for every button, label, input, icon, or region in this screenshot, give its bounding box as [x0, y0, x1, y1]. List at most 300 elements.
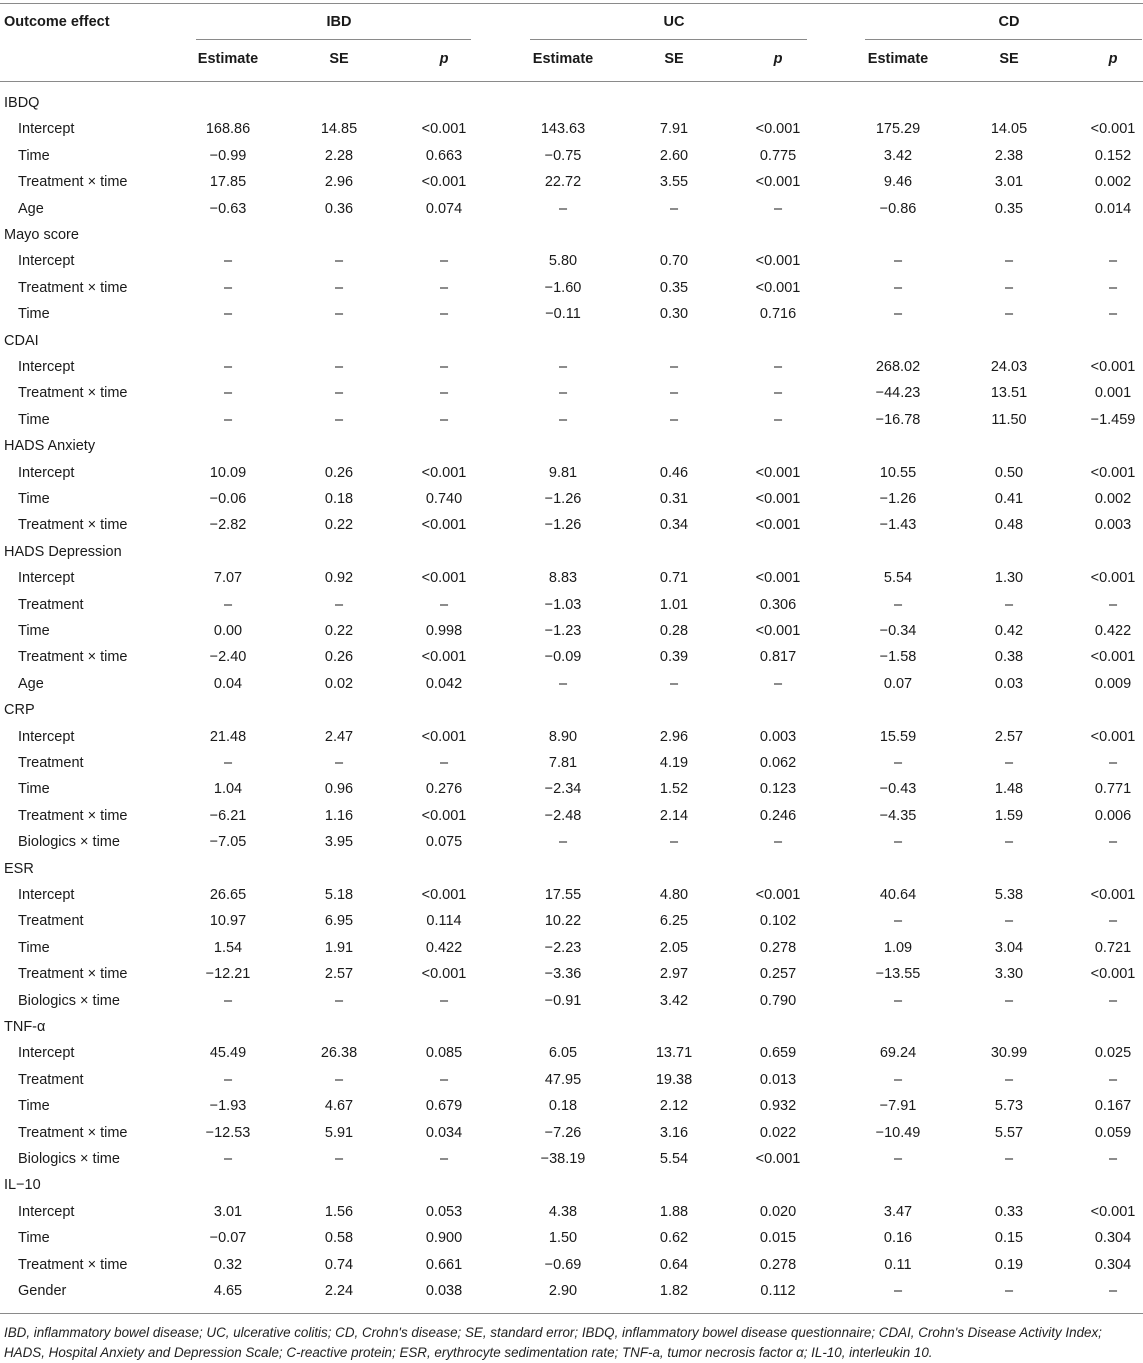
cell-uc-se: –	[669, 834, 679, 850]
cell-ibd-estimate: –	[223, 280, 233, 296]
header-outcome-effect: Outcome effect	[4, 14, 110, 30]
header-group-cd: CD	[998, 14, 1020, 30]
cell-ibd-estimate: –	[223, 253, 233, 269]
cell-uc-se: 1.52	[659, 781, 689, 797]
cell-uc-estimate: 8.83	[548, 570, 578, 586]
cell-cd-estimate: –	[893, 1072, 903, 1088]
cell-ibd-se: –	[334, 306, 344, 322]
cell-uc-estimate: –	[558, 834, 568, 850]
cell-uc-se: 19.38	[655, 1072, 693, 1088]
cell-uc-p: 0.246	[759, 808, 797, 824]
cell-uc-p: <0.001	[755, 253, 801, 269]
cell-ibd-p: –	[439, 1072, 449, 1088]
cell-ibd-p: –	[439, 253, 449, 269]
cell-uc-se: 2.60	[659, 148, 689, 164]
cell-ibd-p: –	[439, 412, 449, 428]
cell-uc-p: 0.278	[759, 1257, 797, 1273]
cell-uc-p: 0.123	[759, 781, 797, 797]
cell-cd-estimate: −4.35	[879, 808, 917, 824]
cell-uc-p: <0.001	[755, 570, 801, 586]
cell-ibd-p: –	[439, 1151, 449, 1167]
cell-ibd-estimate: 4.65	[213, 1283, 243, 1299]
cell-cd-se: –	[1004, 280, 1014, 296]
cell-ibd-se: 2.96	[324, 174, 354, 190]
cell-cd-se: 0.50	[994, 465, 1024, 481]
cell-uc-estimate: −0.69	[544, 1257, 582, 1273]
cell-uc-p: 0.659	[759, 1045, 797, 1061]
effect-label: Biologics × time	[18, 834, 120, 850]
cell-cd-estimate: −1.58	[879, 649, 917, 665]
cell-uc-p: 0.022	[759, 1125, 797, 1141]
cell-cd-se: 14.05	[990, 121, 1028, 137]
cell-uc-p: 0.003	[759, 729, 797, 745]
header-ibd-estimate: Estimate	[197, 51, 259, 67]
cell-uc-p: 0.790	[759, 993, 797, 1009]
cell-ibd-se: –	[334, 1151, 344, 1167]
cell-ibd-p: 0.042	[425, 676, 463, 692]
cell-ibd-estimate: 168.86	[205, 121, 251, 137]
effect-label: Treatment × time	[18, 280, 128, 296]
effect-label: Treatment × time	[18, 385, 128, 401]
cell-ibd-se: 0.58	[324, 1230, 354, 1246]
cell-ibd-estimate: 1.04	[213, 781, 243, 797]
cell-ibd-estimate: –	[223, 993, 233, 1009]
section-label: IBDQ	[4, 95, 40, 111]
cell-uc-estimate: −0.11	[545, 306, 581, 322]
cell-uc-p: 0.015	[759, 1230, 797, 1246]
cell-uc-estimate: 6.05	[548, 1045, 578, 1061]
header-cd-se: SE	[999, 51, 1019, 67]
cell-uc-estimate: 1.50	[548, 1230, 578, 1246]
cell-ibd-se: 14.85	[320, 121, 358, 137]
ibd-group-rule	[196, 39, 471, 40]
cell-cd-p: <0.001	[1090, 121, 1136, 137]
cell-cd-estimate: –	[893, 280, 903, 296]
cell-cd-se: 24.03	[990, 359, 1028, 375]
effect-label: Time	[18, 940, 50, 956]
cell-ibd-se: 0.22	[324, 517, 354, 533]
cell-ibd-p: <0.001	[421, 174, 467, 190]
cell-ibd-p: –	[439, 306, 449, 322]
cell-cd-p: <0.001	[1090, 649, 1136, 665]
section-label: HADS Anxiety	[4, 438, 96, 454]
cell-uc-estimate: 4.38	[548, 1204, 578, 1220]
cell-uc-estimate: –	[558, 201, 568, 217]
cell-cd-p: 0.771	[1094, 781, 1132, 797]
cell-ibd-estimate: –	[223, 359, 233, 375]
cell-ibd-p: <0.001	[421, 966, 467, 982]
cell-uc-se: 0.64	[659, 1257, 689, 1273]
cell-ibd-se: 1.56	[324, 1204, 354, 1220]
cell-ibd-p: 0.422	[425, 940, 463, 956]
cell-cd-p: 0.167	[1094, 1098, 1132, 1114]
cell-uc-estimate: −0.75	[544, 148, 582, 164]
cell-cd-se: 11.50	[991, 412, 1027, 428]
header-group-uc: UC	[663, 14, 685, 30]
cell-cd-estimate: −0.86	[879, 201, 917, 217]
cell-ibd-p: –	[439, 385, 449, 401]
cell-cd-p: –	[1108, 834, 1118, 850]
cell-uc-se: 1.88	[659, 1204, 689, 1220]
cell-cd-se: 1.48	[994, 781, 1024, 797]
cell-ibd-p: 0.034	[425, 1125, 463, 1141]
cell-uc-estimate: 9.81	[548, 465, 578, 481]
effect-label: Time	[18, 306, 50, 322]
cell-cd-p: 0.304	[1094, 1230, 1132, 1246]
effect-label: Treatment	[18, 1072, 84, 1088]
cell-cd-se: –	[1004, 1151, 1014, 1167]
header-ibd-se: SE	[329, 51, 349, 67]
effect-label: Treatment	[18, 597, 84, 613]
cell-ibd-estimate: 3.01	[213, 1204, 243, 1220]
cell-uc-p: 0.013	[759, 1072, 797, 1088]
cell-cd-se: 1.30	[994, 570, 1024, 586]
cell-cd-p: –	[1108, 253, 1118, 269]
cell-ibd-p: <0.001	[421, 570, 467, 586]
cell-uc-p: 0.062	[759, 755, 797, 771]
cell-ibd-estimate: –	[223, 385, 233, 401]
cell-ibd-estimate: −2.82	[209, 517, 247, 533]
cell-ibd-se: –	[334, 253, 344, 269]
cell-cd-se: 0.42	[994, 623, 1024, 639]
cell-cd-p: –	[1108, 1151, 1118, 1167]
cell-uc-se: 0.70	[659, 253, 689, 269]
cell-uc-estimate: 47.95	[544, 1072, 582, 1088]
cell-ibd-p: <0.001	[421, 649, 467, 665]
cell-ibd-se: 2.57	[324, 966, 354, 982]
table-footnote: IBD, inflammatory bowel disease; UC, ulcerative colitis; CD, Crohn's disease; SE, standard error; IBDQ, inflammatory bowel disease questionnaire; CDAI, Crohn's Disease Activity Index; HADS, Hospital Anxiety and Depression Scale; C-reactive protein; ESR, erythrocyte sedimentation rate; TNF-a, tumor necrosis factor α; IL-10, interleukin 10.	[4, 1325, 1102, 1360]
cell-ibd-p: <0.001	[421, 121, 467, 137]
cell-cd-se: 0.35	[994, 201, 1024, 217]
cell-uc-estimate: –	[558, 385, 568, 401]
cell-uc-estimate: −1.23	[544, 623, 582, 639]
cell-cd-estimate: –	[893, 1283, 903, 1299]
cell-ibd-se: –	[334, 597, 344, 613]
cell-cd-estimate: −13.55	[875, 966, 921, 982]
cell-cd-se: 0.03	[994, 676, 1024, 692]
effect-label: Time	[18, 623, 50, 639]
cell-uc-p: <0.001	[755, 517, 801, 533]
effect-label: Biologics × time	[18, 993, 120, 1009]
cell-ibd-estimate: −0.99	[209, 148, 247, 164]
cell-cd-estimate: 5.54	[883, 570, 913, 586]
cell-ibd-se: –	[334, 280, 344, 296]
cell-ibd-p: 0.053	[425, 1204, 463, 1220]
cell-uc-p: <0.001	[755, 280, 801, 296]
cell-cd-estimate: −10.49	[875, 1125, 921, 1141]
cell-uc-se: 0.35	[659, 280, 689, 296]
cell-cd-se: –	[1004, 834, 1014, 850]
cell-ibd-p: –	[439, 359, 449, 375]
cell-ibd-se: –	[334, 412, 344, 428]
header-bottom-rule	[0, 81, 1143, 82]
cell-ibd-p: 0.114	[426, 913, 462, 929]
cell-uc-estimate: −2.23	[544, 940, 582, 956]
cell-uc-se: –	[669, 385, 679, 401]
cell-ibd-se: –	[334, 755, 344, 771]
cell-cd-estimate: –	[893, 993, 903, 1009]
cell-ibd-p: 0.075	[425, 834, 463, 850]
effect-label: Age	[18, 201, 44, 217]
cell-uc-p: 0.932	[759, 1098, 797, 1114]
cell-ibd-estimate: –	[223, 306, 233, 322]
cell-cd-p: 0.009	[1094, 676, 1132, 692]
cell-cd-se: 3.04	[994, 940, 1024, 956]
cell-uc-estimate: 143.63	[540, 121, 586, 137]
cell-cd-estimate: −7.91	[879, 1098, 917, 1114]
cell-uc-estimate: 17.55	[544, 887, 582, 903]
cell-uc-se: 0.31	[659, 491, 689, 507]
uc-group-rule	[530, 39, 807, 40]
cell-cd-p: 0.006	[1094, 808, 1132, 824]
cell-cd-se: 3.30	[994, 966, 1024, 982]
cell-cd-p: 0.002	[1094, 174, 1132, 190]
cell-cd-p: –	[1108, 993, 1118, 1009]
cell-cd-estimate: –	[893, 253, 903, 269]
cell-cd-estimate: 3.42	[883, 148, 913, 164]
cell-ibd-se: 0.26	[324, 649, 354, 665]
cell-uc-estimate: 10.22	[544, 913, 582, 929]
cell-ibd-se: 26.38	[320, 1045, 358, 1061]
cell-uc-estimate: −2.48	[544, 808, 582, 824]
cell-uc-p: –	[773, 201, 783, 217]
cell-cd-p: 0.025	[1094, 1045, 1132, 1061]
cell-cd-p: 0.721	[1094, 940, 1132, 956]
section-label: ESR	[4, 861, 34, 877]
cell-uc-p: <0.001	[755, 465, 801, 481]
cell-cd-p: –	[1108, 1072, 1118, 1088]
cell-cd-estimate: 175.29	[875, 121, 921, 137]
cell-uc-estimate: −1.26	[544, 517, 582, 533]
cell-cd-se: 2.38	[994, 148, 1024, 164]
cell-uc-se: 0.71	[659, 570, 689, 586]
cell-cd-estimate: −0.34	[879, 623, 917, 639]
cell-ibd-se: 5.18	[324, 887, 354, 903]
cell-cd-estimate: –	[893, 834, 903, 850]
cell-uc-estimate: −1.26	[544, 491, 582, 507]
cell-cd-estimate: 9.46	[883, 174, 913, 190]
cell-ibd-p: 0.276	[425, 781, 463, 797]
cell-ibd-p: –	[439, 597, 449, 613]
cell-uc-p: <0.001	[755, 491, 801, 507]
effect-label: Biologics × time	[18, 1151, 120, 1167]
effect-label: Time	[18, 412, 50, 428]
cell-cd-estimate: –	[893, 1151, 903, 1167]
cell-ibd-estimate: 0.00	[213, 623, 243, 639]
cell-ibd-estimate: 0.32	[213, 1257, 243, 1273]
cell-uc-estimate: 5.80	[548, 253, 578, 269]
section-label: CRP	[4, 702, 35, 718]
cell-ibd-se: 2.28	[324, 148, 354, 164]
cell-uc-se: 7.91	[659, 121, 689, 137]
cell-ibd-se: 3.95	[324, 834, 354, 850]
section-label: IL−10	[4, 1177, 41, 1193]
cell-ibd-estimate: −1.93	[209, 1098, 247, 1114]
cell-cd-p: 0.001	[1094, 385, 1132, 401]
effect-label: Treatment × time	[18, 174, 128, 190]
cell-cd-se: 0.33	[994, 1204, 1024, 1220]
cell-uc-estimate: −7.26	[544, 1125, 582, 1141]
cell-ibd-estimate: –	[223, 1072, 233, 1088]
top-rule	[0, 3, 1143, 4]
cell-uc-p: –	[773, 412, 783, 428]
effect-label: Treatment × time	[18, 1257, 128, 1273]
cell-ibd-p: 0.740	[425, 491, 463, 507]
cell-uc-se: 0.46	[659, 465, 689, 481]
cell-uc-se: 2.12	[659, 1098, 689, 1114]
cell-ibd-se: 0.26	[324, 465, 354, 481]
cell-cd-estimate: −1.43	[879, 517, 917, 533]
cell-uc-se: 2.14	[659, 808, 689, 824]
cell-cd-se: 5.73	[994, 1098, 1024, 1114]
cell-uc-estimate: −0.09	[544, 649, 582, 665]
cell-ibd-se: 0.36	[324, 201, 354, 217]
cell-cd-estimate: 3.47	[883, 1204, 913, 1220]
cell-uc-p: 0.775	[759, 148, 797, 164]
cell-cd-estimate: 0.07	[883, 676, 913, 692]
cell-cd-p: –	[1108, 755, 1118, 771]
cell-ibd-se: 1.16	[324, 808, 354, 824]
cell-uc-se: 1.82	[659, 1283, 689, 1299]
cell-uc-se: 3.55	[659, 174, 689, 190]
cell-ibd-p: –	[439, 993, 449, 1009]
cell-uc-se: 1.01	[659, 597, 689, 613]
cell-ibd-se: 6.95	[324, 913, 354, 929]
cell-uc-se: –	[669, 412, 679, 428]
cell-uc-se: 0.30	[659, 306, 689, 322]
effect-label: Intercept	[18, 570, 75, 586]
section-label: HADS Depression	[4, 544, 122, 560]
effect-label: Treatment	[18, 913, 84, 929]
effect-label: Age	[18, 676, 44, 692]
cell-cd-se: 1.59	[994, 808, 1024, 824]
cell-uc-se: 0.39	[659, 649, 689, 665]
cell-uc-p: –	[773, 385, 783, 401]
cell-uc-estimate: −0.91	[544, 993, 582, 1009]
effect-label: Intercept	[18, 729, 75, 745]
cell-cd-estimate: −44.23	[875, 385, 921, 401]
cell-ibd-estimate: −0.07	[209, 1230, 247, 1246]
cell-cd-estimate: 69.24	[879, 1045, 917, 1061]
cell-ibd-se: 0.02	[324, 676, 354, 692]
cell-uc-estimate: –	[558, 359, 568, 375]
cell-cd-p: –	[1108, 597, 1118, 613]
cell-uc-se: 3.16	[659, 1125, 689, 1141]
cell-cd-se: –	[1004, 253, 1014, 269]
cell-cd-se: –	[1004, 755, 1014, 771]
cell-uc-p: 0.716	[759, 306, 797, 322]
cell-cd-se: 0.38	[994, 649, 1024, 665]
cell-ibd-se: –	[334, 1072, 344, 1088]
cell-uc-se: 2.05	[659, 940, 689, 956]
cell-ibd-se: 2.47	[324, 729, 354, 745]
cell-ibd-se: 0.22	[324, 623, 354, 639]
cell-ibd-p: <0.001	[421, 808, 467, 824]
cell-ibd-se: 5.91	[324, 1125, 354, 1141]
cell-cd-estimate: −0.43	[879, 781, 917, 797]
cell-uc-p: 0.306	[759, 597, 797, 613]
cell-ibd-estimate: 45.49	[209, 1045, 247, 1061]
cell-ibd-se: –	[334, 993, 344, 1009]
cell-ibd-estimate: –	[223, 412, 233, 428]
cell-cd-p: 0.003	[1094, 517, 1132, 533]
cell-uc-estimate: –	[558, 412, 568, 428]
cell-uc-estimate: –	[558, 676, 568, 692]
cell-ibd-se: 0.18	[324, 491, 354, 507]
effect-label: Time	[18, 491, 50, 507]
cell-cd-estimate: –	[893, 597, 903, 613]
header-uc-estimate: Estimate	[532, 51, 594, 67]
cell-ibd-estimate: −7.05	[209, 834, 247, 850]
cell-cd-se: 5.57	[994, 1125, 1024, 1141]
cell-ibd-estimate: –	[223, 1151, 233, 1167]
effect-label: Treatment × time	[18, 649, 128, 665]
cell-ibd-p: 0.900	[425, 1230, 463, 1246]
cell-cd-estimate: 15.59	[879, 729, 917, 745]
cell-cd-p: <0.001	[1090, 729, 1136, 745]
cell-uc-estimate: −2.34	[544, 781, 582, 797]
effect-label: Intercept	[18, 359, 75, 375]
cell-cd-se: 30.99	[990, 1045, 1028, 1061]
cell-ibd-estimate: −0.63	[209, 201, 247, 217]
cell-uc-se: 4.80	[659, 887, 689, 903]
cell-ibd-estimate: −12.21	[205, 966, 251, 982]
cell-uc-se: 13.71	[655, 1045, 693, 1061]
cell-uc-se: –	[669, 676, 679, 692]
cell-ibd-p: –	[439, 755, 449, 771]
cell-uc-p: 0.112	[760, 1283, 796, 1299]
cell-cd-estimate: –	[893, 306, 903, 322]
cell-ibd-se: –	[334, 385, 344, 401]
header-cd-p: p	[1108, 51, 1118, 67]
cell-cd-estimate: 40.64	[879, 887, 917, 903]
cell-uc-se: 0.28	[659, 623, 689, 639]
cell-ibd-estimate: −0.06	[209, 491, 247, 507]
cell-ibd-estimate: 10.09	[209, 465, 247, 481]
cell-uc-estimate: 22.72	[544, 174, 582, 190]
cell-cd-se: –	[1004, 993, 1014, 1009]
cell-ibd-estimate: –	[223, 755, 233, 771]
cell-cd-p: <0.001	[1090, 1204, 1136, 1220]
effect-label: Treatment	[18, 755, 84, 771]
cell-ibd-p: 0.074	[425, 201, 463, 217]
cell-ibd-se: 0.96	[324, 781, 354, 797]
effect-label: Time	[18, 781, 50, 797]
effect-label: Time	[18, 1230, 50, 1246]
cell-cd-se: –	[1004, 306, 1014, 322]
cell-cd-estimate: 0.11	[884, 1257, 912, 1273]
cell-cd-estimate: 10.55	[879, 465, 917, 481]
cell-cd-se: –	[1004, 597, 1014, 613]
cell-uc-estimate: −3.36	[544, 966, 582, 982]
section-label: CDAI	[4, 333, 39, 349]
bottom-rule	[0, 1313, 1143, 1314]
cell-uc-se: –	[669, 359, 679, 375]
cell-ibd-estimate: 21.48	[209, 729, 247, 745]
cell-cd-p: –	[1108, 1283, 1118, 1299]
section-label: Mayo score	[4, 227, 79, 243]
cell-uc-se: 2.96	[659, 729, 689, 745]
cell-cd-estimate: –	[893, 755, 903, 771]
cell-uc-se: 4.19	[659, 755, 689, 771]
cell-cd-p: −1.459	[1090, 412, 1136, 428]
cell-cd-p: 0.304	[1094, 1257, 1132, 1273]
header-ibd-p: p	[439, 51, 449, 67]
cell-ibd-se: –	[334, 359, 344, 375]
cell-cd-p: 0.152	[1094, 148, 1132, 164]
cell-ibd-estimate: 17.85	[209, 174, 247, 190]
cell-cd-p: –	[1108, 913, 1118, 929]
